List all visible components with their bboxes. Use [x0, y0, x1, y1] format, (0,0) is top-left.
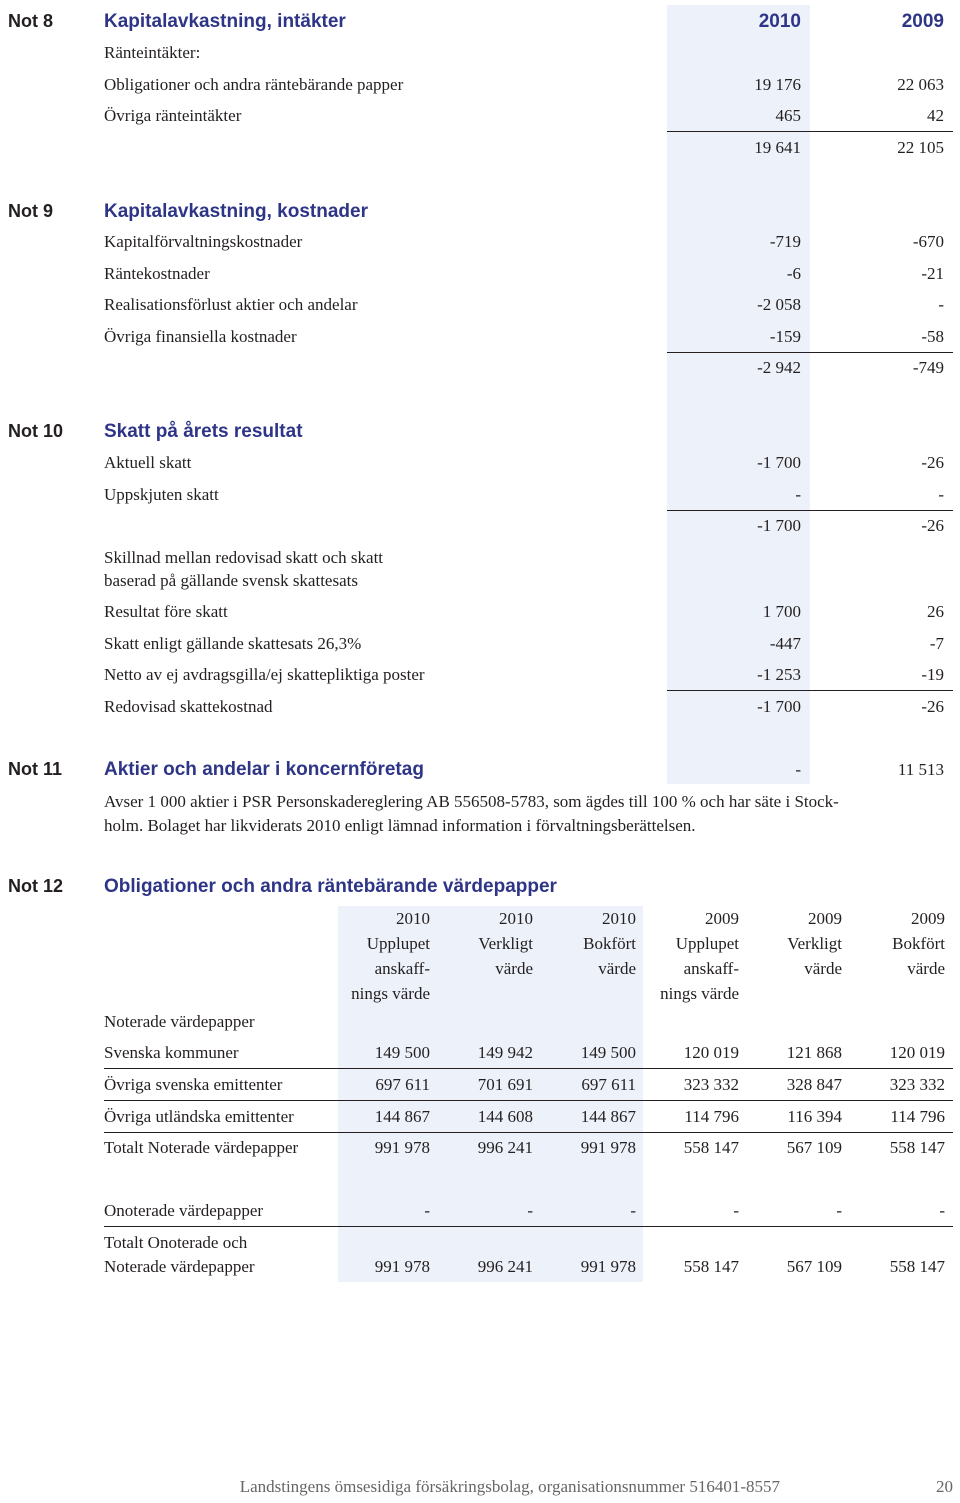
header-year: 2010 — [602, 909, 636, 928]
row-label: Netto av ej avdragsgilla/ej skattepliktiga poster — [104, 665, 425, 684]
row-label: Redovisad skattekostnad — [104, 697, 273, 716]
value-2010: -719 — [769, 232, 801, 251]
note-title: Aktier och andelar i koncernföretag — [104, 759, 424, 780]
header-line: Bokfört — [892, 934, 945, 953]
row-label: Övriga svenska emittenter — [104, 1075, 283, 1094]
cell: 114 796 — [890, 1107, 945, 1126]
cell: 149 942 — [477, 1043, 533, 1062]
reconciliation-heading-line1: Skillnad mellan redovisad skatt och skatt — [104, 548, 384, 567]
cell: - — [836, 1201, 842, 1220]
header-line: Verkligt — [787, 934, 842, 953]
cell: 121 868 — [786, 1043, 842, 1062]
column-year-2010: 2010 — [758, 11, 801, 32]
value-2010: -6 — [786, 264, 801, 283]
cell: 149 500 — [580, 1043, 636, 1062]
header-year: 2009 — [911, 909, 945, 928]
row-label-line1: Totalt Onoterade och — [104, 1233, 248, 1252]
note-text-line1: Avser 1 000 aktier i PSR Personskadereglering AB 556508-5783, som ägdes till 100 % och har säte i Stock- — [104, 792, 839, 811]
value-2010: 1 700 — [762, 602, 801, 621]
cell: 697 611 — [581, 1075, 636, 1094]
row-label-line2: Noterade värdepapper — [104, 1257, 255, 1276]
row-divider — [104, 1100, 953, 1101]
value-2010: -2 058 — [757, 295, 801, 314]
header-line: värde — [598, 959, 636, 978]
note-label: Not 10 — [8, 421, 64, 441]
total-2010: -2 942 — [757, 358, 801, 377]
header-line: nings värde — [660, 984, 739, 1003]
row-label: Realisationsförlust aktier och andelar — [104, 295, 358, 314]
value-2009: -670 — [912, 232, 944, 251]
note-title: Kapitalavkastning, kostnader — [104, 201, 368, 222]
value-2010: - — [795, 485, 801, 504]
note-label: Not 12 — [8, 876, 64, 896]
value-2009: - — [938, 295, 944, 314]
cell: 558 147 — [683, 1138, 739, 1157]
cell: 991 978 — [374, 1257, 430, 1276]
value-2009: - — [938, 485, 944, 504]
reconciliation-heading-line2: baserad på gällande svensk skattesats — [104, 571, 358, 590]
row-label: Resultat före skatt — [104, 602, 228, 621]
cell: 701 691 — [477, 1075, 533, 1094]
cell: - — [527, 1201, 533, 1220]
value-2010: -1 253 — [757, 665, 801, 684]
section-heading: Noterade värdepapper — [104, 1012, 255, 1031]
note-title: Kapitalavkastning, intäkter — [104, 11, 346, 32]
note-label: Not 11 — [8, 759, 63, 779]
value-2010: -447 — [769, 634, 801, 653]
total-2009: -749 — [912, 358, 944, 377]
cell: 144 867 — [374, 1107, 430, 1126]
value-2009: 22 063 — [897, 75, 944, 94]
note-title: Skatt på årets resultat — [104, 421, 303, 442]
value-2009: 42 — [927, 106, 944, 125]
row-label: Kapitalförvaltningskostnader — [104, 232, 303, 251]
total-2009: -26 — [921, 516, 944, 535]
cell: 567 109 — [786, 1138, 842, 1157]
header-line: värde — [804, 959, 842, 978]
cell: 116 394 — [787, 1107, 842, 1126]
header-year: 2010 — [499, 909, 533, 928]
cell: - — [630, 1201, 636, 1220]
total-2010: -1 700 — [757, 516, 801, 535]
column-header — [787, 906, 842, 981]
sum-divider — [667, 510, 953, 511]
row-divider — [104, 1068, 953, 1069]
page-number: 20 — [936, 1477, 953, 1496]
cell: 120 019 — [683, 1043, 739, 1062]
header-line: Upplupet — [366, 934, 430, 953]
column-year-2009: 2009 — [901, 11, 944, 32]
column-header — [660, 906, 739, 1006]
value-2009: -26 — [921, 453, 944, 472]
column-header — [478, 906, 533, 981]
cell: 991 978 — [374, 1138, 430, 1157]
header-line: nings värde — [351, 984, 430, 1003]
row-label: Svenska kommuner — [104, 1043, 239, 1062]
cell: 996 241 — [477, 1257, 533, 1276]
cell: 144 867 — [580, 1107, 636, 1126]
cell: - — [733, 1201, 739, 1220]
sum-divider — [667, 352, 953, 353]
cell: 558 147 — [889, 1257, 945, 1276]
total-2009: 22 105 — [897, 138, 944, 157]
note-label: Not 9 — [8, 201, 53, 221]
cell: 991 978 — [580, 1138, 636, 1157]
footer-text: Landstingens ömsesidiga försäkringsbolag, organisationsnummer 516401-8557 — [239, 1477, 780, 1496]
row-label: Onoterade värdepapper — [104, 1201, 264, 1220]
row-label: Övriga utländska emittenter — [104, 1107, 294, 1126]
row-divider — [104, 1226, 953, 1227]
cell: 697 611 — [375, 1075, 430, 1094]
cell: 149 500 — [374, 1043, 430, 1062]
row-label: Aktuell skatt — [104, 453, 192, 472]
value-2010: -1 700 — [757, 453, 801, 472]
value-2009: 26 — [927, 602, 944, 621]
cell: 144 608 — [477, 1107, 533, 1126]
value-2009: 11 513 — [897, 760, 944, 779]
header-line: anskaff- — [683, 959, 739, 978]
value-2010: - — [795, 760, 801, 779]
row-label: Övriga finansiella kostnader — [104, 327, 297, 346]
note-title: Obligationer och andra räntebärande värdepapper — [104, 876, 557, 897]
sum-divider — [667, 131, 953, 132]
cell: 996 241 — [477, 1138, 533, 1157]
header-year: 2009 — [705, 909, 739, 928]
cell: 323 332 — [889, 1075, 945, 1094]
cell: - — [424, 1201, 430, 1220]
header-line: anskaff- — [374, 959, 430, 978]
header-year: 2009 — [808, 909, 842, 928]
cell: 558 147 — [889, 1138, 945, 1157]
cell: 328 847 — [786, 1075, 842, 1094]
value-2009: -21 — [921, 264, 944, 283]
subheading: Ränteintäkter: — [104, 43, 201, 62]
row-divider — [104, 1132, 953, 1133]
value-2009: -7 — [929, 634, 944, 653]
column-header — [583, 906, 636, 981]
column-header — [351, 906, 430, 1006]
note-label: Not 8 — [8, 11, 53, 31]
note-text-line2: holm. Bolaget har likviderats 2010 enligt lämnad information i förvaltningsberättelsen. — [104, 816, 696, 835]
header-line: Bokfört — [583, 934, 636, 953]
cell: 120 019 — [889, 1043, 945, 1062]
value-2009: -19 — [921, 665, 944, 684]
header-year: 2010 — [396, 909, 430, 928]
cell: - — [939, 1201, 945, 1220]
header-line: Verkligt — [478, 934, 533, 953]
cell: 991 978 — [580, 1257, 636, 1276]
row-label: Obligationer och andra räntebärande papper — [104, 75, 404, 94]
value-2009: -26 — [921, 697, 944, 716]
cell: 323 332 — [683, 1075, 739, 1094]
cell: 567 109 — [786, 1257, 842, 1276]
cell: 114 796 — [684, 1107, 739, 1126]
value-2010: -1 700 — [757, 697, 801, 716]
column-header — [892, 906, 945, 981]
total-2010: 19 641 — [754, 138, 801, 157]
header-line: värde — [495, 959, 533, 978]
value-2010: -159 — [769, 327, 801, 346]
cell: 558 147 — [683, 1257, 739, 1276]
row-label: Skatt enligt gällande skattesats 26,3% — [104, 634, 362, 653]
row-label: Övriga ränteintäkter — [104, 106, 242, 125]
header-line: värde — [907, 959, 945, 978]
row-label: Totalt Noterade värdepapper — [104, 1138, 299, 1157]
row-label: Uppskjuten skatt — [104, 485, 219, 504]
header-line: Upplupet — [675, 934, 739, 953]
value-2010: 19 176 — [754, 75, 801, 94]
value-2010: 465 — [775, 106, 801, 125]
value-2009: -58 — [921, 327, 944, 346]
sum-divider — [667, 690, 953, 691]
row-label: Räntekostnader — [104, 264, 210, 283]
